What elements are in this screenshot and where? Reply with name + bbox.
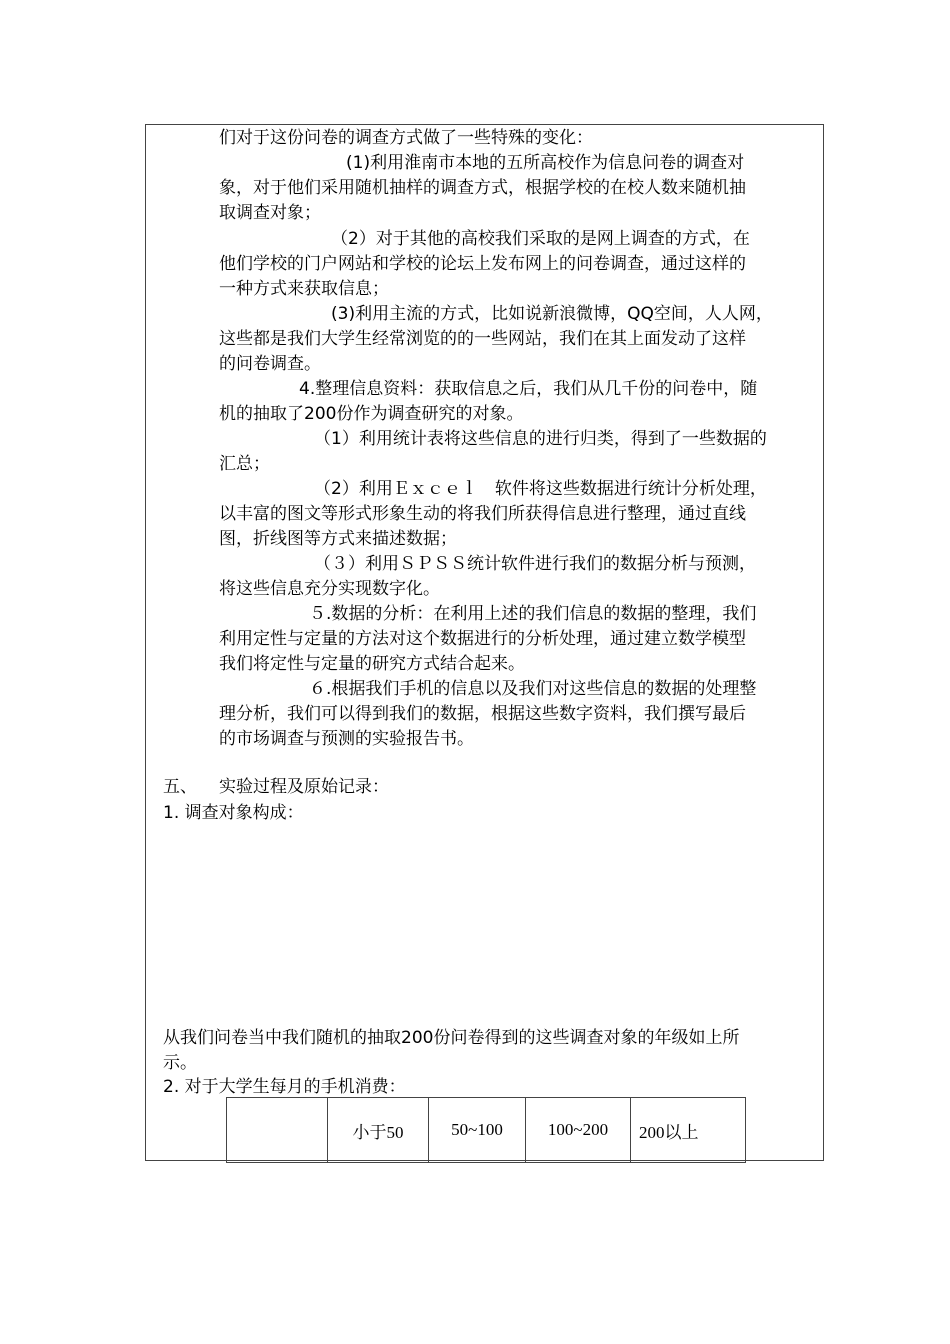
paragraph-line: 象，对于他们采用随机抽样的调查方式，根据学校的在校人数来随机抽 [219, 178, 746, 198]
table-cell: 200以上 [631, 1098, 746, 1163]
table-cell: 50~100 [429, 1098, 526, 1163]
paragraph-line: （３）利用ＳＰＳＳ统计软件进行我们的数据分析与预测， [314, 554, 756, 574]
paragraph-line: 我们将定性与定量的研究方式结合起来。 [219, 654, 525, 674]
paragraph-line: 利用定性与定量的方法对这个数据进行的分析处理，通过建立数学模型 [219, 629, 746, 649]
item-heading: 1. 调查对象构成： [163, 803, 304, 823]
paragraph-line: （2）利用Ｅｘｃｅｌ 软件将这些数据进行统计分析处理， [314, 479, 767, 499]
table-cell [227, 1098, 328, 1163]
cost-table [226, 1097, 746, 1163]
paragraph-line: (3)利用主流的方式，比如说新浪微博，QQ空间，人人网， [331, 304, 773, 324]
paragraph-line: 机的抽取了200份作为调查研究的对象。 [219, 404, 524, 424]
paragraph-line: 汇总； [219, 454, 270, 474]
paragraph-line: 以丰富的图文等形式形象生动的将我们所获得信息进行整理，通过直线 [219, 504, 746, 524]
paragraph-line: 的市场调查与预测的实验报告书。 [219, 729, 474, 749]
paragraph-line: 一种方式来获取信息； [219, 279, 389, 299]
table-cell: 小于50 [328, 1098, 429, 1163]
section-number: 五、 [163, 777, 197, 797]
paragraph-line: 的问卷调查。 [219, 354, 321, 374]
paragraph-line: 4.整理信息资料：获取信息之后，我们从几千份的问卷中，随 [299, 379, 758, 399]
paragraph-line: 取调查对象； [219, 203, 321, 223]
paragraph-line: ６.根据我们手机的信息以及我们对这些信息的数据的处理整 [309, 679, 757, 699]
table-row [227, 1098, 746, 1163]
paragraph-line: （2）对于其他的高校我们采取的是网上调查的方式，在 [331, 229, 750, 249]
paragraph-line: 图，折线图等方式来描述数据； [219, 529, 457, 549]
paragraph-line: ５.数据的分析：在利用上述的我们信息的数据的整理，我们 [309, 604, 757, 624]
paragraph-line: 将这些信息充分实现数字化。 [219, 579, 440, 599]
section-title: 实验过程及原始记录： [219, 777, 389, 797]
paragraph-line: 这些都是我们大学生经常浏览的的一些网站，我们在其上面发动了这样 [219, 329, 746, 349]
paragraph-line: 理分析，我们可以得到我们的数据，根据这些数字资料，我们撰写最后 [219, 704, 746, 724]
note-line: 从我们问卷当中我们随机的抽取200份问卷得到的这些调查对象的年级如上所 [163, 1028, 740, 1048]
item-heading: 2. 对于大学生每月的手机消费： [163, 1077, 406, 1097]
paragraph-line: 们对于这份问卷的调查方式做了一些特殊的变化： [219, 128, 593, 148]
note-line: 示。 [163, 1053, 197, 1073]
paragraph-line: （1）利用统计表将这些信息的进行归类，得到了一些数据的 [314, 429, 767, 449]
table-cell: 100~200 [526, 1098, 631, 1163]
paragraph-line: (1)利用淮南市本地的五所高校作为信息问卷的调查对 [346, 153, 745, 173]
paragraph-line: 他们学校的门户网站和学校的论坛上发布网上的问卷调查，通过这样的 [219, 254, 746, 274]
